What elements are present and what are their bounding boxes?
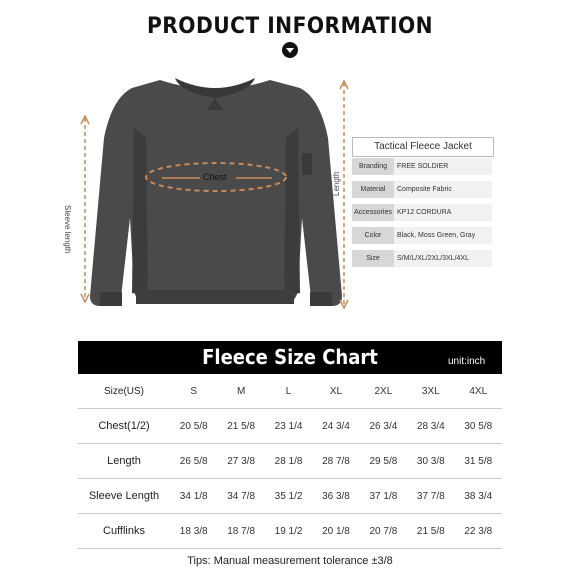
- table-cell: 34 7/8: [217, 479, 264, 514]
- size-chart-unit: unit:inch: [448, 356, 486, 367]
- table-cell: 20 5/8: [170, 409, 217, 444]
- column-header: S: [170, 374, 217, 409]
- column-header: XL: [312, 374, 359, 409]
- table-cell: 20 7/8: [360, 514, 407, 549]
- spec-key: Branding: [352, 158, 394, 176]
- spec-value: FREE SOLDIER: [394, 158, 492, 176]
- table-cell: 24 3/4: [312, 409, 359, 444]
- column-header: Size(US): [78, 374, 170, 409]
- table-cell: 26 5/8: [170, 444, 217, 479]
- spec-row-accessories: [352, 204, 492, 222]
- table-cell: 28 1/8: [265, 444, 312, 479]
- table-row: [78, 409, 502, 444]
- table-cell: 19 1/2: [265, 514, 312, 549]
- table-cell: 30 5/8: [455, 409, 502, 444]
- product-image: [70, 68, 360, 343]
- size-table: [78, 374, 502, 549]
- table-cell: 22 3/8: [455, 514, 502, 549]
- table-cell: 30 3/8: [407, 444, 454, 479]
- table-row: [78, 514, 502, 549]
- row-label: Sleeve Length: [78, 479, 170, 514]
- table-cell: 31 5/8: [455, 444, 502, 479]
- column-header: M: [217, 374, 264, 409]
- table-cell: 29 5/8: [360, 444, 407, 479]
- measurement-tips: Tips: Manual measurement tolerance ±3/8: [187, 555, 393, 567]
- sleeve-length-label: Sleeve length: [63, 205, 72, 254]
- column-header: L: [265, 374, 312, 409]
- table-cell: 37 7/8: [407, 479, 454, 514]
- table-cell: 23 1/4: [265, 409, 312, 444]
- spec-row-branding: [352, 158, 492, 176]
- table-cell: 37 1/8: [360, 479, 407, 514]
- table-cell: 20 1/8: [312, 514, 359, 549]
- spec-value: S/M/L/XL/2XL/3XL/4XL: [394, 250, 492, 268]
- spec-row-color: [352, 227, 492, 245]
- table-cell: 28 3/4: [407, 409, 454, 444]
- table-cell: 26 3/4: [360, 409, 407, 444]
- table-cell: 18 3/8: [170, 514, 217, 549]
- spec-key: Accessories: [352, 204, 394, 222]
- table-cell: 21 5/8: [407, 514, 454, 549]
- spec-key: Material: [352, 181, 394, 199]
- table-cell: 21 5/8: [217, 409, 264, 444]
- row-label: Chest(1/2): [78, 409, 170, 444]
- sweater-body: [90, 80, 342, 306]
- column-header: 4XL: [455, 374, 502, 409]
- row-label: Cufflinks: [78, 514, 170, 549]
- table-cell: 35 1/2: [265, 479, 312, 514]
- table-cell: 38 3/4: [455, 479, 502, 514]
- spec-value: Composite Fabric: [394, 181, 492, 199]
- spec-value: Black, Moss Green, Gray: [394, 227, 492, 245]
- size-chart-title: Fleece Size Chart: [202, 345, 378, 369]
- spec-row-material: [352, 181, 492, 199]
- table-row: [78, 444, 502, 479]
- page-title: PRODUCT INFORMATION: [146, 14, 434, 39]
- chest-measure-label: Chest: [203, 172, 227, 182]
- table-cell: 36 3/8: [312, 479, 359, 514]
- chevron-down-icon: [282, 42, 298, 58]
- table-header-row: [78, 374, 502, 409]
- column-header: 3XL: [407, 374, 454, 409]
- table-cell: 18 7/8: [217, 514, 264, 549]
- spec-title: Tactical Fleece Jacket: [352, 137, 494, 157]
- row-label: Length: [78, 444, 170, 479]
- table-cell: 27 3/8: [217, 444, 264, 479]
- table-cell: 34 1/8: [170, 479, 217, 514]
- spec-row-size: [352, 250, 492, 268]
- spec-key: Color: [352, 227, 394, 245]
- spec-key: Size: [352, 250, 394, 268]
- table-row: [78, 479, 502, 514]
- spec-value: KP12 CORDURA: [394, 204, 492, 222]
- length-label: Length: [332, 171, 341, 196]
- table-cell: 28 7/8: [312, 444, 359, 479]
- column-header: 2XL: [360, 374, 407, 409]
